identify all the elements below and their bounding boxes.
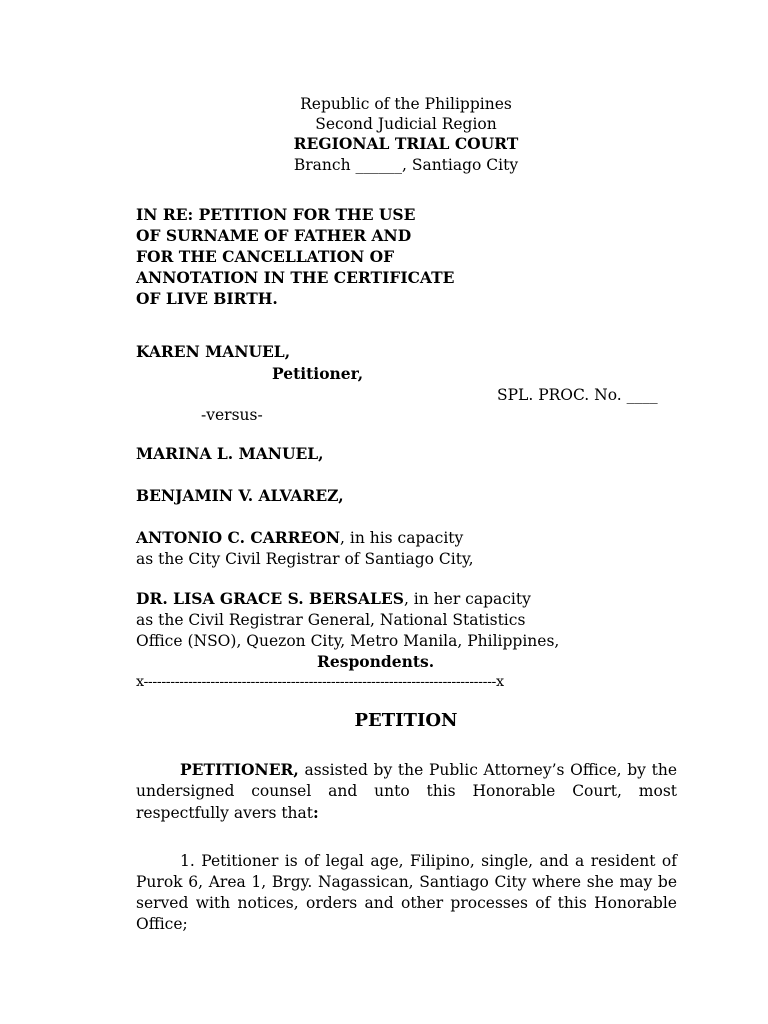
caption-line-4: ANNOTATION IN THE CERTIFICATE <box>136 268 455 287</box>
respondent-carreon-capacity: , in his capacity <box>340 529 464 547</box>
header-region: Second Judicial Region <box>315 115 497 133</box>
respondent-bersales-role-2: Office (NSO), Quezon City, Metro Manila, Philippines, <box>136 632 560 650</box>
intro-text: assisted by the Public Attorney’s Office, by the undersigned counsel and unto this Honorable Court, most respectfully avers that <box>136 761 677 822</box>
header-court: REGIONAL TRIAL COURT <box>293 134 519 153</box>
respondent-bersales-capacity: , in her capacity <box>403 590 531 608</box>
respondent-carreon-role: as the City Civil Registrar of Santiago City, <box>136 550 474 568</box>
petition-title: PETITION <box>354 710 458 731</box>
respondent-bersales-name: DR. LISA GRACE S. BERSALES <box>136 589 404 608</box>
versus-label: -versus- <box>201 406 263 424</box>
caption-divider: x-------------------------------------------------------------------------------x <box>136 674 504 690</box>
respondent-marina: MARINA L. MANUEL, <box>136 444 324 463</box>
header-branch: Branch ______, Santiago City <box>293 156 519 174</box>
intro-colon: : <box>313 803 319 822</box>
respondent-bersales <box>136 589 531 609</box>
petitioner-role: Petitioner, <box>272 364 364 383</box>
respondent-carreon <box>136 528 463 548</box>
petitioner-name: KAREN MANUEL, <box>136 342 291 361</box>
caption-line-3: FOR THE CANCELLATION OF <box>136 247 395 266</box>
caption-line-2: OF SURNAME OF FATHER AND <box>136 226 412 245</box>
header-republic: Republic of the Philippines <box>300 95 512 113</box>
case-number: SPL. PROC. No. ____ <box>497 386 658 404</box>
paragraph-1: 1. Petitioner is of legal age, Filipino, single, and a resident of Purok 6, Area 1, Brgy. Nagassican, Santiago City where she may be served with notices, orders and other processes of this Honorable Office; <box>136 852 677 933</box>
caption-line-5: OF LIVE BIRTH. <box>136 289 278 308</box>
intro-petitioner: PETITIONER, <box>180 760 299 779</box>
caption-line-1: IN RE: PETITION FOR THE USE <box>136 205 416 224</box>
respondent-bersales-role-1: as the Civil Registrar General, National Statistics <box>136 611 526 629</box>
intro-paragraph <box>136 759 677 824</box>
respondents-role: Respondents. <box>317 652 435 671</box>
respondent-carreon-name: ANTONIO C. CARREON <box>136 528 341 547</box>
respondent-benjamin: BENJAMIN V. ALVAREZ, <box>136 486 344 505</box>
